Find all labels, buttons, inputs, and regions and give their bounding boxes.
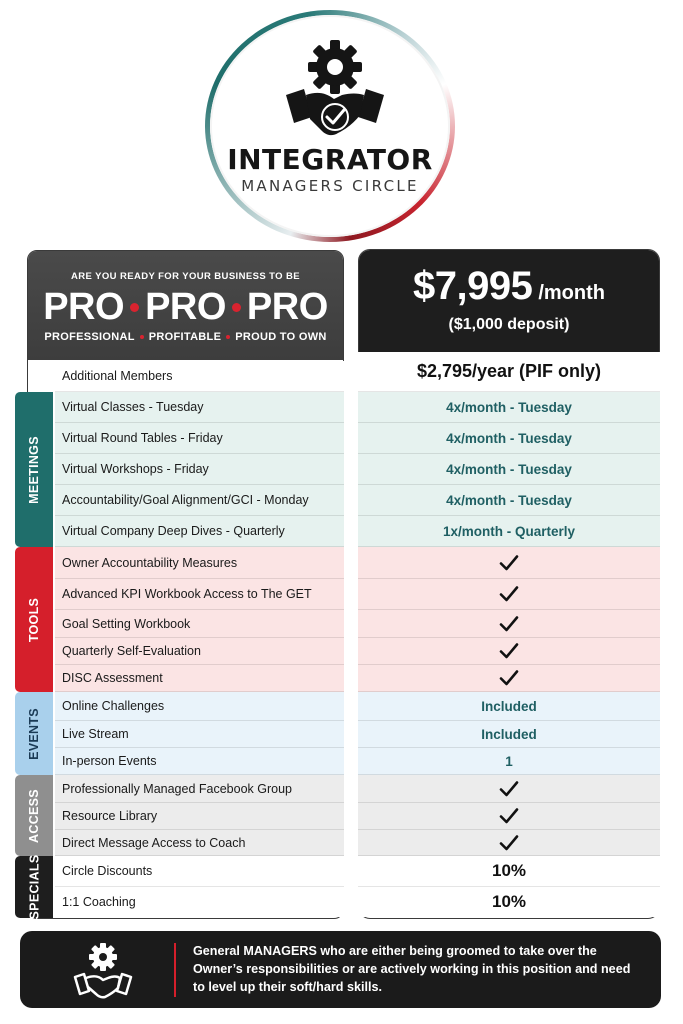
- feature-row: [55, 856, 344, 887]
- logo-subtitle: MANAGERS CIRCLE: [241, 177, 419, 195]
- check-icon: [499, 616, 519, 632]
- feature-row: [55, 610, 344, 638]
- feature-label: Virtual Company Deep Dives - Quarterly: [62, 524, 285, 538]
- plan-deposit: ($1,000 deposit): [448, 316, 570, 333]
- feature-label: Virtual Classes - Tuesday: [62, 400, 204, 414]
- value-row: [358, 887, 660, 917]
- feature-label: Circle Discounts: [62, 864, 153, 878]
- value-row: [358, 352, 660, 392]
- value-text: $2,795/year (PIF only): [416, 361, 602, 381]
- feature-row: [55, 423, 344, 454]
- feature-row: [55, 392, 344, 423]
- check-icon: [499, 643, 519, 659]
- feature-label: Quarterly Self-Evaluation: [62, 644, 201, 658]
- plan-price: [359, 264, 659, 309]
- value-row: [358, 692, 660, 721]
- value-text: 4x/month - Tuesday: [446, 461, 572, 477]
- feature-row: [55, 775, 344, 803]
- feature-row: [55, 361, 344, 392]
- value-row: [358, 721, 660, 748]
- category-label: TOOLS: [27, 597, 41, 642]
- logo-title: INTEGRATOR: [227, 143, 433, 176]
- category-access: [15, 775, 53, 856]
- category-specials: [15, 856, 53, 918]
- feature-row: [55, 721, 344, 748]
- value-text: 4x/month - Tuesday: [446, 430, 572, 446]
- category-meetings: [15, 392, 53, 547]
- feature-label: Advanced KPI Workbook Access to The GET: [62, 587, 312, 601]
- feature-label: Accountability/Goal Alignment/GCI - Monday: [62, 493, 309, 507]
- feature-label: Virtual Workshops - Friday: [62, 462, 209, 476]
- feature-row: [55, 638, 344, 665]
- category-tools: [15, 547, 53, 692]
- check-icon: [499, 781, 519, 797]
- category-label: EVENTS: [27, 707, 41, 760]
- value-text: Included: [481, 726, 537, 742]
- brand-logo: [205, 10, 455, 242]
- feature-row: [55, 830, 344, 856]
- value-row: [358, 775, 660, 803]
- feature-label: Resource Library: [62, 809, 158, 823]
- value-text: 1x/month - Quarterly: [442, 523, 576, 539]
- check-icon: [499, 670, 519, 686]
- footer-divider: [174, 943, 176, 997]
- value-row: [358, 392, 660, 423]
- logo-badge: [210, 15, 450, 237]
- feature-label: Direct Message Access to Coach: [62, 835, 246, 850]
- feature-label: Online Challenges: [62, 699, 165, 713]
- gear-handshake-icon: [282, 37, 388, 147]
- plan-header: [359, 250, 659, 353]
- header-question: ARE YOU READY FOR YOUR BUSINESS TO BE: [71, 271, 300, 282]
- category-label: MEETINGS: [27, 435, 41, 504]
- value-row: [358, 485, 660, 516]
- value-row: [358, 610, 660, 638]
- tagline-item: PROFESSIONAL: [44, 331, 135, 343]
- value-row: [358, 830, 660, 856]
- check-icon: [499, 808, 519, 824]
- category-label: SPECIALS: [27, 854, 42, 920]
- value-row: [358, 803, 660, 830]
- value-text: Included: [481, 698, 537, 714]
- tagline-item: PROUD TO OWN: [235, 331, 327, 343]
- feature-row: [55, 803, 344, 830]
- pro-headline: [28, 285, 343, 329]
- feature-label: Additional Members: [62, 369, 173, 383]
- value-row: [358, 856, 660, 887]
- value-row: [358, 454, 660, 485]
- feature-label: DISC Assessment: [62, 671, 163, 685]
- value-row: [358, 547, 660, 579]
- pro-word: PRO: [246, 285, 328, 328]
- red-dot: [130, 303, 139, 312]
- check-icon: [499, 835, 519, 851]
- price-period: /month: [538, 282, 605, 304]
- feature-label: Professionally Managed Facebook Group: [62, 781, 292, 796]
- feature-label: Virtual Round Tables - Friday: [62, 431, 223, 445]
- pro-word: PRO: [43, 285, 125, 328]
- value-row: [358, 748, 660, 775]
- audience-description: General MANAGERS who are either being groomed to take over the Owner’s responsibilities or are actively working in this position and need to level up their soft/hard skills.: [193, 944, 631, 994]
- category-label: ACCESS: [27, 788, 41, 843]
- tagline-item: PROFITABLE: [148, 331, 222, 343]
- value-row: [358, 665, 660, 692]
- feature-row: [55, 516, 344, 547]
- value-text: 4x/month - Tuesday: [446, 492, 572, 508]
- red-dot: [140, 335, 144, 339]
- value-row: [358, 516, 660, 547]
- feature-row: [55, 547, 344, 579]
- red-dot: [226, 335, 230, 339]
- feature-label: In-person Events: [62, 754, 157, 768]
- feature-row: [55, 748, 344, 775]
- value-text: 10%: [491, 892, 527, 911]
- feature-row: [55, 665, 344, 692]
- red-dot: [232, 303, 241, 312]
- feature-row: [55, 454, 344, 485]
- feature-row: [55, 485, 344, 516]
- features-header: [28, 251, 343, 360]
- header-tagline: [28, 331, 343, 343]
- feature-row: [55, 692, 344, 721]
- value-row: [358, 423, 660, 454]
- check-icon: [499, 586, 519, 602]
- value-text: 1: [505, 753, 513, 769]
- value-text: 10%: [491, 861, 527, 880]
- feature-row: [55, 579, 344, 610]
- value-row: [358, 579, 660, 610]
- feature-label: Live Stream: [62, 727, 129, 741]
- price-amount: $7,995: [413, 264, 533, 308]
- value-row: [358, 638, 660, 665]
- audience-banner: [20, 931, 661, 1008]
- check-icon: [499, 555, 519, 571]
- feature-label: Goal Setting Workbook: [62, 616, 191, 631]
- gear-handshake-icon: [72, 941, 134, 999]
- feature-label: 1:1 Coaching: [62, 895, 136, 909]
- feature-row: [55, 887, 344, 917]
- category-events: [15, 692, 53, 775]
- feature-label: Owner Accountability Measures: [62, 555, 238, 570]
- value-text: 4x/month - Tuesday: [446, 399, 572, 415]
- pro-word: PRO: [145, 285, 226, 328]
